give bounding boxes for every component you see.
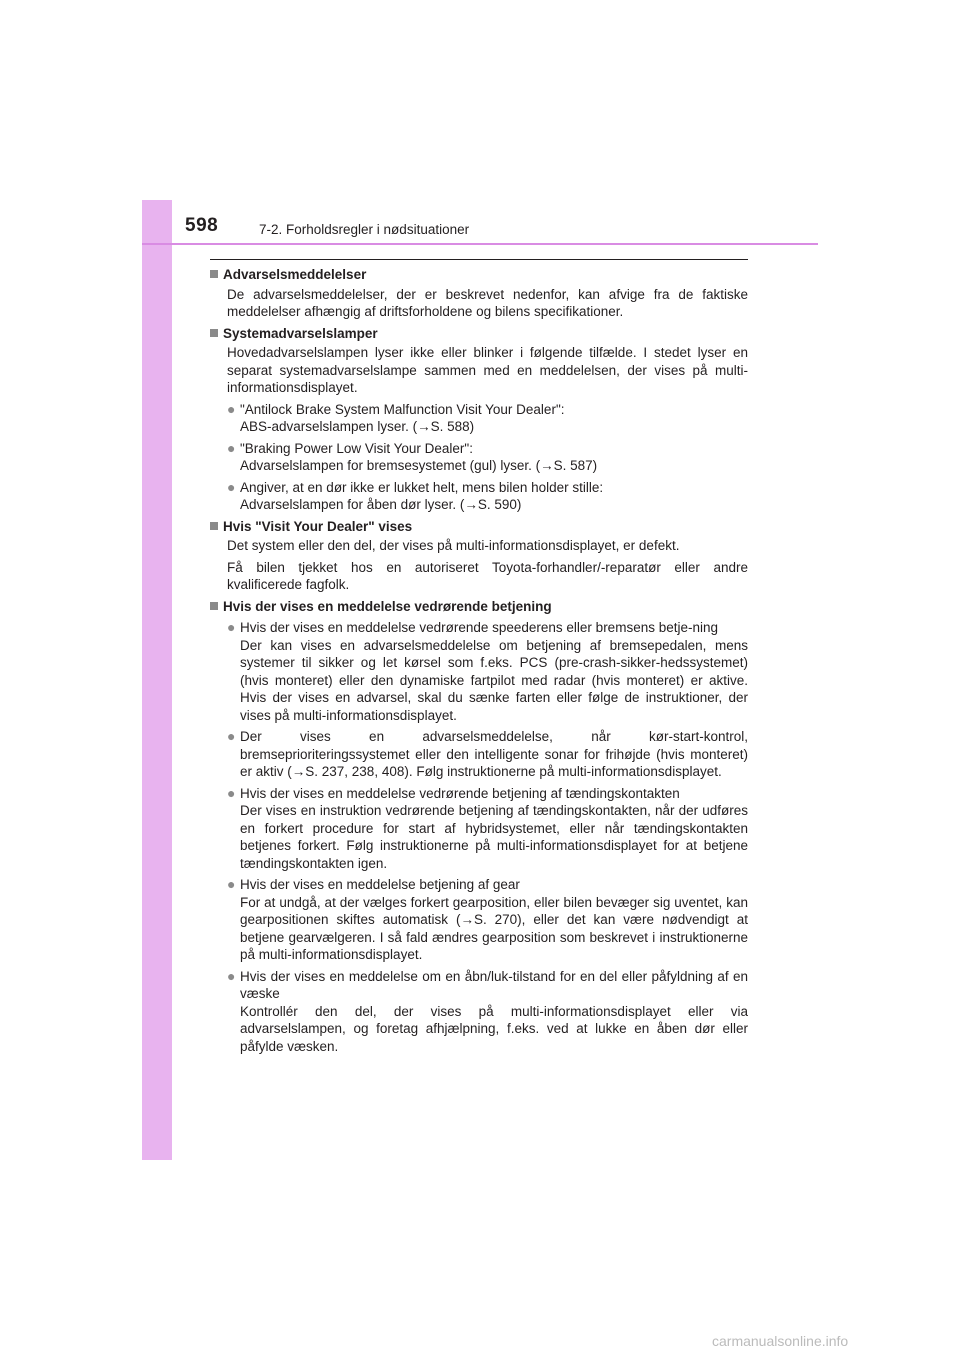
section-title: Advarselsmeddelelser (223, 267, 367, 282)
square-bullet-icon (210, 522, 218, 530)
bullet-text: "Braking Power Low Visit Your Dealer": Advarselslampen for bremsesystemet (gul) lyser. (→S. 587) (240, 440, 598, 473)
square-bullet-icon (210, 329, 218, 337)
section-title: Systemadvarselslamper (223, 325, 378, 341)
paragraph: De advarselsmeddelelser, der er beskrevet nedenfor, kan afvige fra de faktiske meddelelser afhængig af driftsforholdene og bilens specifikationer. (227, 286, 748, 319)
section-heading (210, 325, 748, 343)
bullet-item (227, 401, 748, 436)
watermark: carmanualsonline.info (712, 1333, 849, 1349)
bullet-item (227, 785, 748, 873)
bullet-text: Hvis der vises en meddelelse vedrørende betjening af tændingskontakten Der vises en instruktion vedrørende betjening af tændingskontakten, når der udføres en forkert procedure for start af hybridsystemet, eller når tændingskontakten betjenes forkert. Følg instruktionerne på multi-informationsdisplayet for at betjene tændingskontakten igen. (240, 785, 748, 871)
page-number: 598 (185, 215, 219, 236)
square-bullet-icon (210, 270, 218, 278)
section-heading (210, 598, 748, 616)
section (210, 325, 748, 514)
round-bullet-icon: ● (227, 728, 236, 744)
section (210, 518, 748, 594)
paragraph: Hovedadvarselslampen lyser ikke eller blinker i følgende tilfælde. I stedet lyser en separat systemadvarselslampe sammen med en meddelelsen, der vises på multi-informationsdisplayet. (227, 345, 748, 395)
round-bullet-icon: ● (227, 619, 236, 635)
bullet-text: Hvis der vises en meddelelse vedrørende speederens eller bremsens betje-ning Der kan vises en advarselsmeddelelse om betjening af bremsepedalen, mens systemer til sikker og let kørsel som f.eks. PCS (pre-crash-sikker-hedssystemet) (hvis monteret) eller den dynamiske fartpilot med radar (hvis monteret) er aktive. Hvis der vises en advarsel, skal du sænke farten eller følge de instruktioner, der vises på multi-informationsdisplayet. (240, 620, 748, 723)
bullet-item (227, 440, 748, 475)
round-bullet-icon: ● (227, 478, 236, 495)
bullet-item (227, 968, 748, 1056)
chapter-title: 7-2. Forholdsregler i nødsituationer (259, 222, 470, 237)
bullet-text: Angiver, at en dør ikke er lukket helt, mens bilen holder stille: Advarselslampen for åben dør lyser. (→S. 590) (240, 479, 604, 512)
section-title: Hvis der vises en meddelelse vedrørende betjening (223, 598, 552, 614)
paragraph: Få bilen tjekket hos en autoriseret Toyota-forhandler/-reparatør eller andre kvalificerede fagfolk. (227, 559, 748, 592)
bullet-text: "Antilock Brake System Malfunction Visit Your Dealer": ABS-advarselslampen lyser. (→S. 588) (240, 401, 565, 434)
content (210, 266, 748, 1059)
section-heading (210, 266, 748, 284)
bullet-item (227, 479, 748, 514)
paragraph: Det system eller den del, der vises på multi-informationsdisplayet, er defekt. (227, 538, 680, 553)
section (210, 598, 748, 1056)
square-bullet-icon (210, 602, 218, 610)
bullet-text: Der vises en advarselsmeddelelse, når kør-start-kontrol, bremseprioriteringssystemet eller den intelligente sonar for frihøjde (hvis monteret) er aktiv (→S. 237, 238, 408). Følg instruktionerne på multi-informationsdisplayet. (240, 729, 748, 779)
side-tab-band (142, 200, 172, 1160)
section-heading (210, 518, 748, 536)
bullet-item (227, 619, 748, 724)
round-bullet-icon: ● (227, 876, 236, 892)
round-bullet-icon: ● (227, 439, 236, 456)
round-bullet-icon: ● (227, 967, 236, 984)
header-rule (142, 243, 818, 245)
bullet-text: Hvis der vises en meddelelse betjening af gear For at undgå, at der vælges forkert gearposition, eller bilen bevæger sig uventet, kan gearpositionen skiftes automatisk (→S. 270), eller det kan være nødvendigt at betjene gearvælgeren. I så fald ændres gearposition som beskrevet i instruktionerne på multi-informationsdisplayet. (240, 877, 748, 962)
bullet-item (227, 728, 748, 781)
bullet-text: Hvis der vises en meddelelse om en åbn/luk-tilstand for en del eller påfyldning af en væske Kontrollér den del, der vises på multi-informationsdisplayet eller via advarselslampen, og foretag afhjælpning, f.eks. ved at lukke en åben dør eller påfylde væsken. (240, 968, 748, 1054)
bullet-item (227, 876, 748, 964)
section-divider (210, 259, 748, 260)
round-bullet-icon: ● (227, 784, 236, 801)
round-bullet-icon: ● (227, 400, 236, 417)
section-title: Hvis "Visit Your Dealer" vises (223, 518, 413, 534)
section (210, 266, 748, 321)
